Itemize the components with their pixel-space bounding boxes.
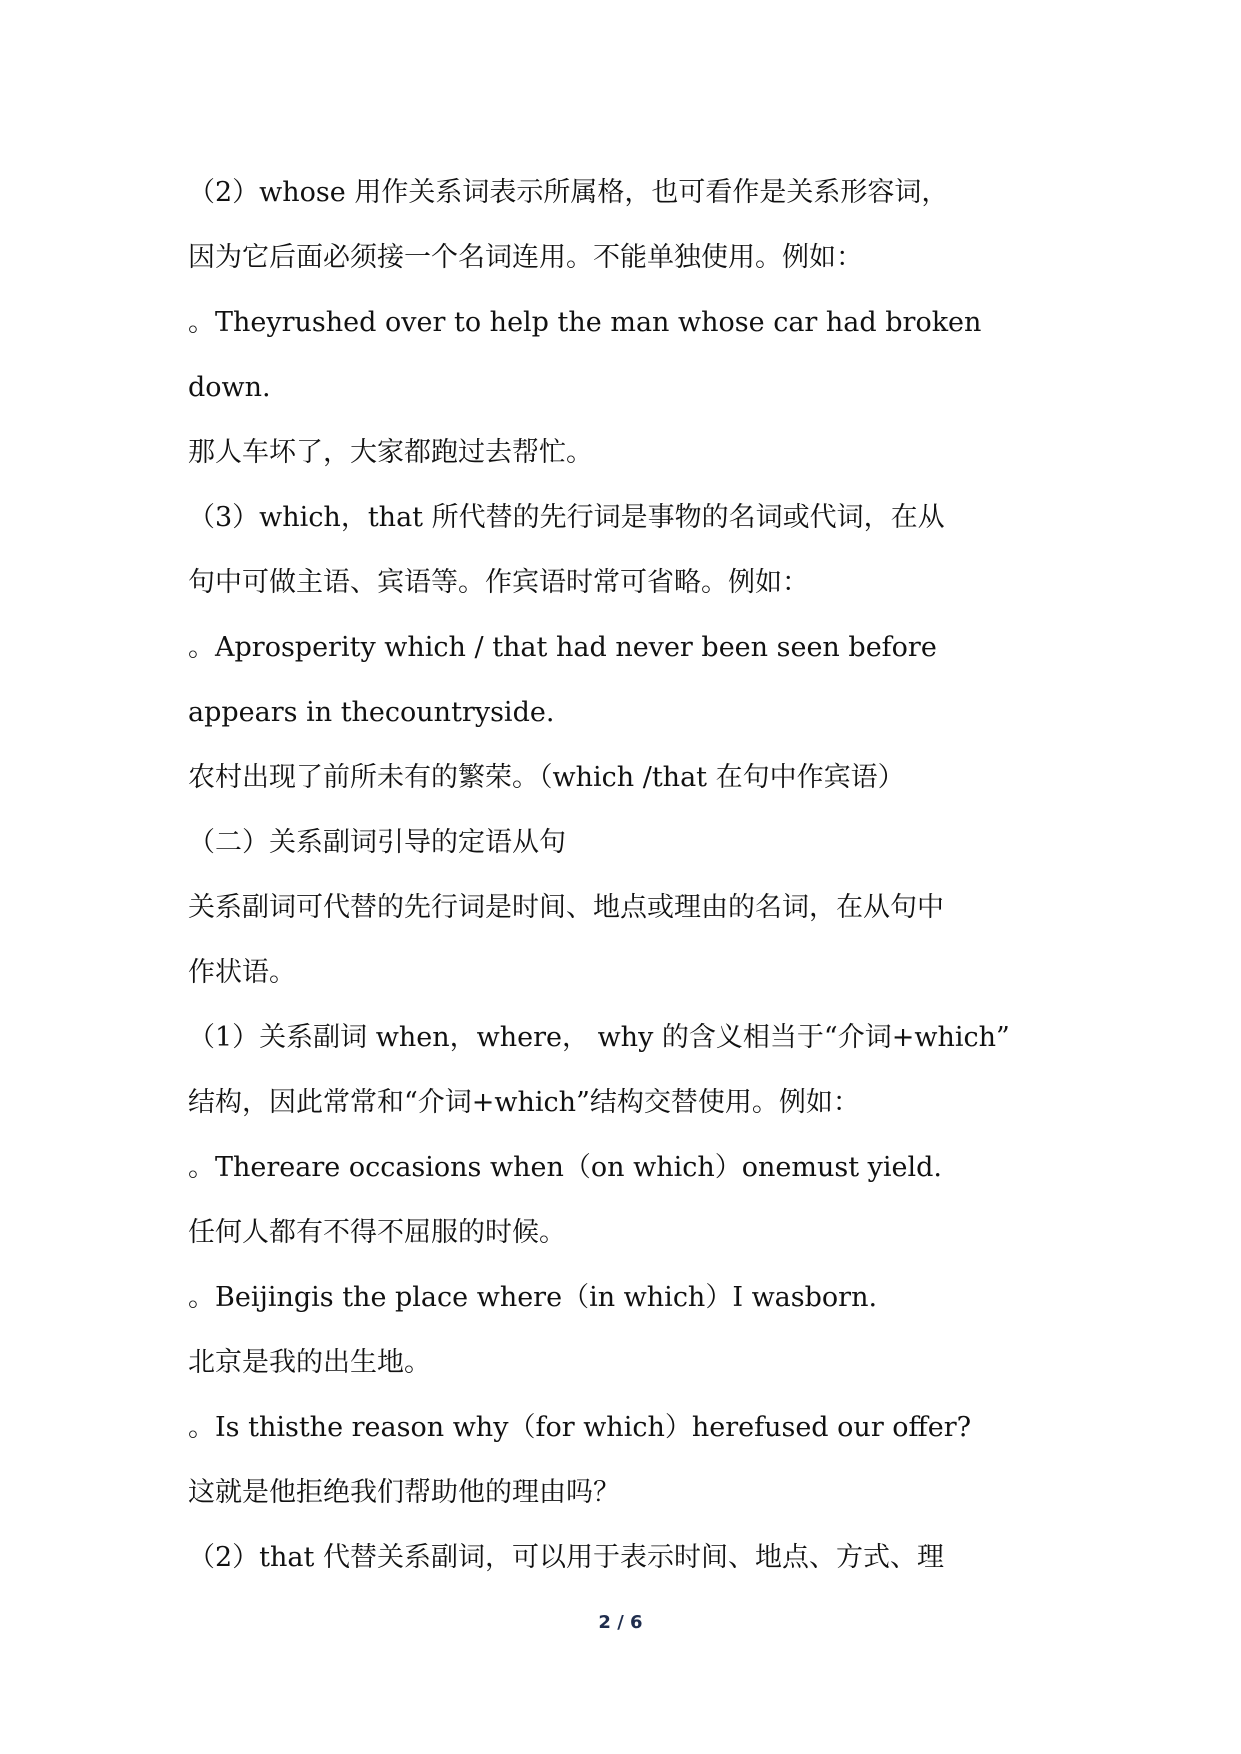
example-sentence-continued: appears in thecountryside. [188,697,555,728]
example-sentence: 。Thereare occasions when（on which）onemust yield. [188,1152,943,1183]
translation-line: 北京是我的出生地。 [188,1347,431,1378]
text-line: 作状语。 [188,957,296,988]
example-sentence-continued: down. [188,372,271,403]
text-line: 关系副词可代替的先行词是时间、地点或理由的名词，在从句中 [188,892,944,923]
text-line: 结构，因此常常和“介词+which”结构交替使用。例如： [188,1087,860,1118]
page-number: 2 / 6 [598,1612,643,1633]
translation-line: 那人车坏了，大家都跑过去帮忙。 [188,437,593,468]
text-line: 因为它后面必须接一个名词连用。不能单独使用。例如： [188,242,863,273]
text-line: （1）关系副词 when，where， why 的含义相当于“介词+which” [188,1022,1010,1053]
example-sentence: 。Is thisthe reason why（for which）herefused our offer? [188,1412,972,1443]
example-sentence: 。Beijingis the place where（in which）I wasborn. [188,1282,878,1313]
example-sentence: 。Theyrushed over to help the man whose car had broken [188,307,982,338]
translation-line: 农村出现了前所未有的繁荣。（which /that 在句中作宾语） [188,762,905,793]
text-line: （2）that 代替关系副词，可以用于表示时间、地点、方式、理 [188,1542,944,1573]
text-line: （2）whose 用作关系词表示所属格，也可看作是关系形容词， [188,177,949,208]
example-sentence: 。Aprosperity which / that had never been seen before [188,632,937,663]
document-body [188,160,1068,1590]
text-line: （3）which，that 所代替的先行词是事物的名词或代词，在从 [188,502,945,533]
section-heading: （二）关系副词引导的定语从句 [188,827,566,858]
translation-line: 任何人都有不得不屈服的时候。 [188,1217,566,1248]
text-line: 句中可做主语、宾语等。作宾语时常可省略。例如： [188,567,809,598]
translation-line: 这就是他拒绝我们帮助他的理由吗？ [188,1477,620,1508]
